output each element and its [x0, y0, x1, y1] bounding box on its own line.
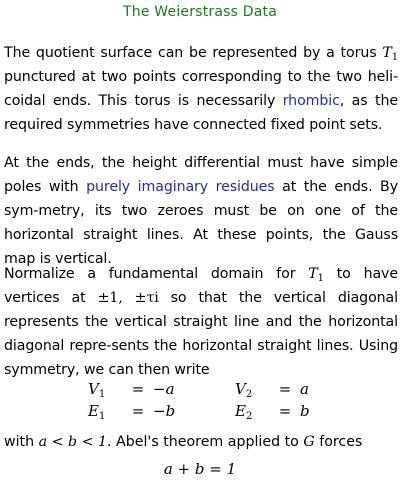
residues-link[interactable]: purely imaginary residues	[86, 179, 275, 195]
p1-text-a: The quotient surface can be represented by a torus	[4, 45, 383, 61]
line4-text-a: with	[4, 434, 39, 450]
torus-symbol-2	[308, 266, 324, 282]
rhombic-link[interactable]: rhombic	[282, 93, 340, 109]
torus-symbol-2-base: T	[308, 266, 318, 282]
equation-row-e	[88, 400, 320, 422]
v2-label	[235, 380, 270, 398]
p1-text-c: , as the required symmetries have connected fixed point sets.	[4, 93, 398, 133]
e1-equals: =	[131, 402, 145, 420]
v1-base: V	[88, 380, 99, 398]
vertices-math: ±1, ±τi	[97, 290, 159, 306]
e2-sub: 2	[245, 411, 253, 422]
line4-text-c: forces	[314, 434, 363, 450]
e1-sub: 1	[98, 411, 106, 422]
p1-text-b: punctured at two points corresponding to the two heli-coidal ends. This torus is necessarily	[4, 69, 398, 109]
v2-equals: =	[278, 380, 292, 398]
p3-text-c: so that the vertical diagonal represents the vertical straight line and the horizontal diagonal repre-sents the horizontal straight lines. Using symmetry, we can then write	[4, 290, 398, 378]
v1-label	[88, 380, 123, 398]
e2-base: E	[235, 402, 246, 420]
slide-title: The Weierstrass Data	[123, 4, 277, 20]
paragraph-ends	[4, 151, 398, 271]
torus-symbol-2-sub: 1	[317, 273, 324, 284]
e1-value: −b	[153, 402, 176, 420]
line4-text-b: . Abel's theorem applied to	[107, 434, 304, 450]
torus-symbol-base: T	[382, 45, 392, 61]
inequality-math: a < b < 1	[38, 434, 108, 450]
torus-symbol	[382, 45, 398, 61]
equation-row-v	[88, 378, 320, 400]
v2-base: V	[235, 380, 246, 398]
v1-sub: 1	[98, 389, 106, 400]
final-equation: a + b = 1	[163, 460, 237, 478]
e2-value: b	[300, 402, 310, 420]
torus-symbol-sub: 1	[391, 52, 398, 63]
paragraph-normalize	[4, 262, 398, 382]
paragraph-torus	[4, 41, 398, 137]
e1-base: E	[88, 402, 99, 420]
e2-equals: =	[278, 402, 292, 420]
p3-text-a: Normalize a fundamental domain for	[4, 266, 309, 282]
e1-label	[88, 402, 123, 420]
p2-text-b: at the ends. By sym-metry, its two zeroes must be on one of the horizontal straight lines. At these points, the Gauss map is vertical.	[4, 179, 398, 267]
p2-text-a: At the ends, the height differential must have simple poles with	[4, 155, 398, 195]
abel-line	[4, 430, 362, 454]
gauss-map-symbol: G	[303, 434, 315, 450]
v2-value: a	[300, 380, 309, 398]
v2-sub: 2	[245, 389, 253, 400]
v1-value: −a	[153, 380, 175, 398]
p3-text-b: to have vertices at	[4, 266, 398, 306]
v1-equals: =	[131, 380, 145, 398]
e2-label	[235, 402, 270, 420]
equation-block	[88, 378, 320, 422]
